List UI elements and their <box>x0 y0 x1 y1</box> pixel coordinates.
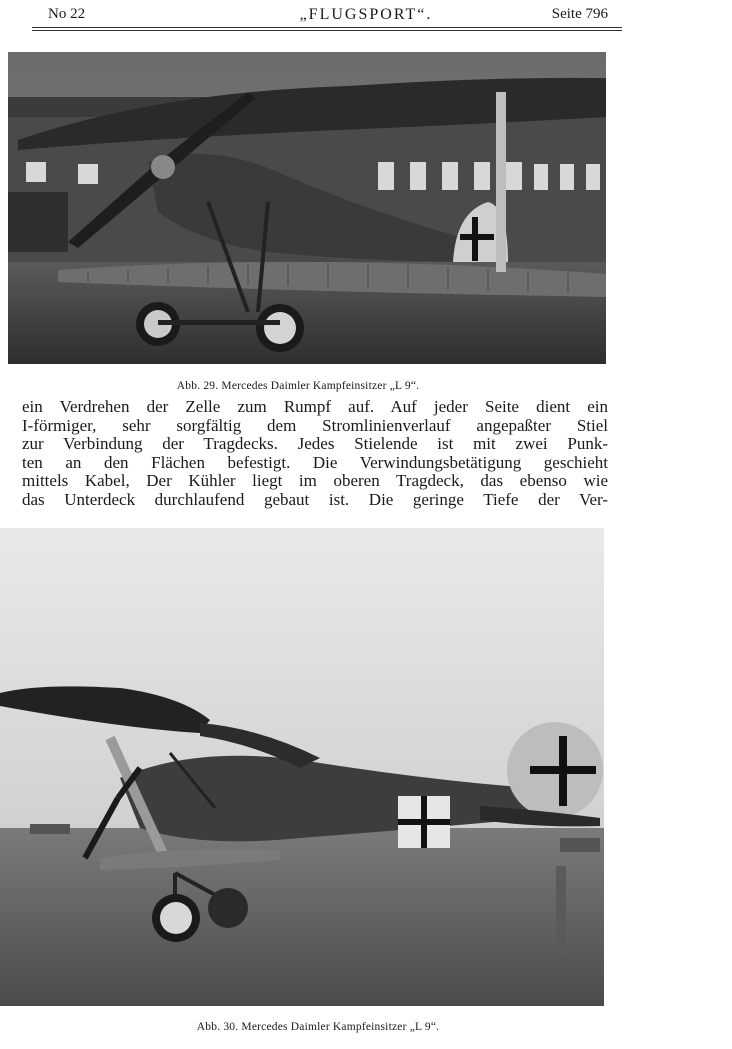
text-line: ten an den Flächen befestigt. Die Verwindungsbetätigung geschieht <box>22 452 608 472</box>
header-rule-bottom <box>32 30 622 31</box>
issue-number: No 22 <box>48 6 86 22</box>
journal-title: „FLUGSPORT“. <box>299 6 433 23</box>
text-line: mittels Kabel, Der Kühler liegt im oberen Tragdeck, das ebenso wie <box>22 471 608 491</box>
figure-29-caption: Abb. 29. Mercedes Daimler Kampfeinsitzer „L 9“. <box>176 380 420 392</box>
page-number: Seite 796 <box>551 6 608 22</box>
photo-biplane-side <box>0 528 604 1006</box>
article-paragraph <box>22 398 608 510</box>
text-line: das Unterdeck durchlaufend gebaut ist. Die geringe Tiefe der Ver- <box>22 489 608 509</box>
figure-30-caption: Abb. 30. Mercedes Daimler Kampfeinsitzer „L 9“. <box>196 1021 440 1033</box>
text-line: zur Verbindung der Tragdecks. Jedes Stielende ist mit zwei Punk- <box>22 434 608 454</box>
text-line: ein Verdrehen der Zelle zum Rumpf auf. Auf jeder Seite dient ein <box>22 397 608 416</box>
page-header <box>0 0 732 34</box>
photo-biplane-front <box>8 52 606 364</box>
header-rule-top <box>32 27 622 28</box>
text-line: I-förmiger, sehr sorgfältig dem Stromlinienverlauf angepaßter Stiel <box>22 415 608 435</box>
